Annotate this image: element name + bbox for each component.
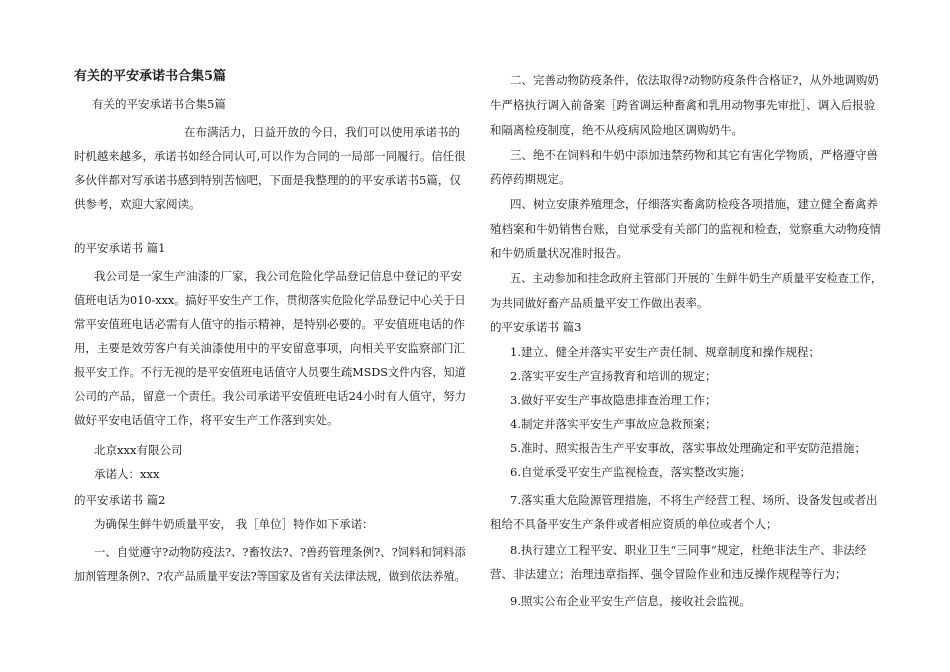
right-paragraph-line: 和隔离检疫制度，绝不从疫病风险地区调购奶牛。 — [490, 123, 743, 137]
left-paragraph-line: 公司的产品，留意一个责任。我公司承诺平安值班电话24小时有人值守，努力 — [74, 389, 467, 403]
right-paragraph-line: 租给不具备平安生产条件或者相应资质的单位或者个人； — [490, 517, 778, 531]
right-paragraph-line: 二、完善动物防疫条件，依法取得?动物防疫条件合格证?，从外地调购奶 — [510, 73, 879, 87]
left-paragraph-line: 用，主要是效劳客户有关油漆使用中的平安留意事项，向相关平安监察部门汇 — [74, 341, 465, 355]
right-paragraph-line: 2.落实平安生产宣扬教育和培训的规定； — [510, 369, 717, 383]
right-paragraph-line: 殖档案和牛奶销售台账，自觉承受有关部门的监视和检查，觉察重大动物疫情 — [490, 222, 881, 236]
left-paragraph-line: 有关的平安承诺书合集5篇 — [92, 97, 226, 111]
left-paragraph-line: 加剂管理条例?、?农产品质量平安法?等国家及省有关法律法规，做到依法养殖。 — [74, 569, 466, 583]
left-paragraph-line: 值班电话为010-xxx。搞好平安生产工作，贯彻落实危险化学品登记中心关于日 — [74, 293, 466, 307]
left-paragraph-line: 报平安工作。不行无视的是平安值班电话值守人员要生疏MSDS文件内容，知道 — [74, 365, 466, 379]
right-paragraph-line: 6.自觉承受平安生产监视检查，落实整改实施； — [510, 465, 751, 479]
right-paragraph-line: 药停药期规定。 — [490, 172, 571, 186]
right-paragraph-line: 牛严格执行调入前备案［跨省调运种畜禽和乳用动物事先审批］、调入后报验 — [490, 98, 876, 112]
right-paragraph-line: 四、树立安康养殖理念，仔细落实畜禽防检疫各项措施，建立健全畜禽养 — [510, 197, 878, 211]
left-paragraph-line: 承诺人：xxx — [94, 467, 160, 481]
right-paragraph-line: 8.执行建立工程平安、职业卫生“三同事“规定，杜绝非法生产、非法经 — [510, 543, 867, 557]
right-paragraph-line: 营、非法建立；治理违章指挥、强令冒险作业和违反操作规程等行为； — [490, 567, 847, 581]
left-paragraph-line: 我公司是一家生产油漆的厂家，我公司危险化学品登记信息中登记的平安 — [94, 269, 462, 283]
right-paragraph-line: 三、绝不在饲料和牛奶中添加违禁药物和其它有害化学物质，严格遵守兽 — [510, 148, 878, 162]
right-paragraph-line: 的平安承诺书 篇3 — [490, 320, 582, 334]
page-title: 有关的平安承诺书合集5篇 — [74, 69, 227, 84]
left-paragraph-line: 为确保生鲜牛奶质量平安， 我［单位］特作如下承诺： — [94, 517, 374, 531]
left-paragraph-line: 的平安承诺书 篇1 — [74, 241, 166, 255]
right-paragraph-line: 3.做好平安生产事故隐患排查治理工作； — [510, 393, 717, 407]
right-paragraph-line: 和牛奶质量状况准时报告。 — [490, 246, 628, 260]
right-paragraph-line: 五、主动参加和挂念政府主管部门开展的`生鲜牛奶生产质量平安检查工作， — [510, 271, 883, 285]
left-paragraph-line: 时机越来越多，承诺书如经合同认可,可以作为合同的一局部一同履行。信任很 — [74, 149, 466, 163]
right-paragraph-line: 5.准时、照实报告生产平安事故，落实事故处理确定和平安防范措施； — [510, 441, 866, 455]
left-paragraph-line: 的平安承诺书 篇2 — [74, 493, 166, 507]
left-paragraph-line: 北京xxx有限公司 — [94, 443, 183, 457]
left-paragraph-line: 在布满活力，日益开放的今日，我们可以使用承诺书的 — [184, 125, 460, 139]
left-paragraph-line: 一、自觉遵守?动物防疫法?、?畜牧法?、?兽药管理条例?、?饲料和饲料添 — [94, 545, 466, 559]
right-paragraph-line: 1.建立、健全并落实平安生产责任制、规章制度和操作规程； — [510, 345, 820, 359]
right-paragraph-line: 7.落实重大危险源管理措施，不将生产经营工程、场所、设备发包或者出 — [510, 493, 878, 507]
left-paragraph-line: 常平安值班电话必需有人值守的指示精神，是特别必要的。平安值班电话的作 — [74, 317, 465, 331]
left-paragraph-line: 做好平安电话值守工作，将平安生产工作落到实处。 — [74, 413, 339, 427]
left-paragraph-line: 多伙伴都对写承诺书感到特别苦恼吧，下面是我整理的的平安承诺书5篇，仅 — [74, 173, 461, 187]
right-paragraph-line: 为共同做好畜产品质量平安工作做出表率。 — [490, 296, 709, 310]
right-paragraph-line: 9.照实公布企业平安生产信息，接收社会监视。 — [510, 594, 751, 608]
left-paragraph-line: 供参考，欢迎大家阅读。 — [74, 197, 201, 211]
right-paragraph-line: 4.制定并落实平安生产事故应急救预案； — [510, 417, 717, 431]
